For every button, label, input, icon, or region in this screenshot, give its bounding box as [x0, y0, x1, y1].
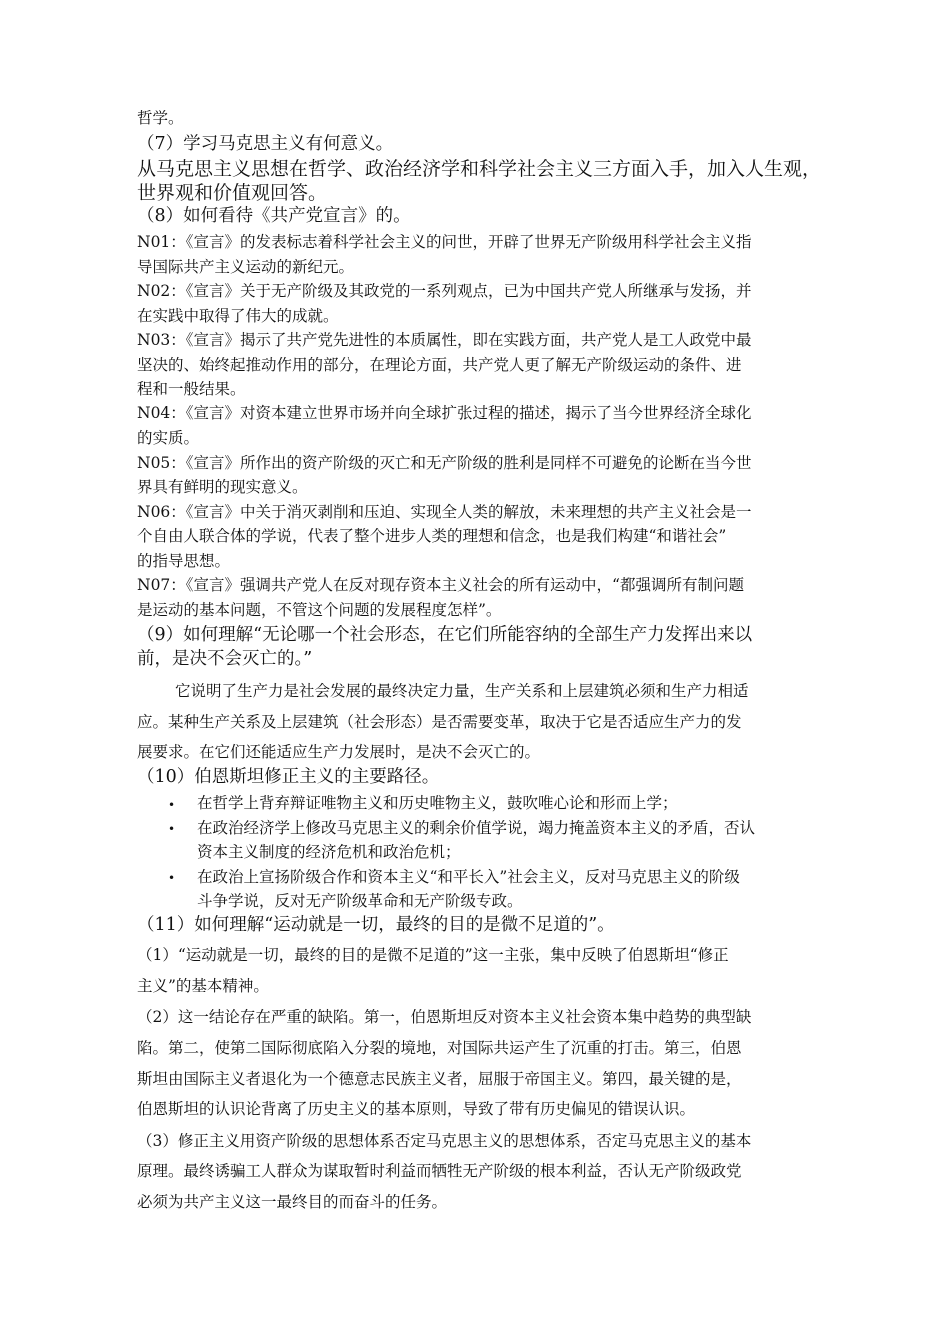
text-line: （1）“运动就是一切，最终的目的是微不足道的”这一主张，集中反映了伯恩斯坦“修正	[137, 946, 729, 964]
text-line: 从马克思主义思想在哲学、政治经济学和科学社会主义三方面入手，加入人生观，	[137, 158, 822, 180]
text-line: N03：《宣言》揭示了共产党先进性的本质属性，即在实践方面，共产党人是工人政党中最	[137, 331, 752, 349]
text-line: N01：《宣言》的发表标志着科学社会主义的问世，开辟了世界无产阶级用科学社会主义指	[137, 233, 752, 251]
text-line: 坚决的、始终起推动作用的部分，在理论方面，共产党人更了解无产阶级运动的条件、进	[137, 356, 742, 374]
text-line: 它说明了生产力是社会发展的最终决定力量，生产关系和上层建筑必须和生产力相适	[175, 682, 749, 700]
question-heading-11: （11）如何理解“运动就是一切，最终的目的是微不足道的”。	[137, 915, 615, 935]
text-line: 是运动的基本问题，不管这个问题的发展程度怎样”。	[137, 601, 502, 619]
text-line: 原理。最终诱骗工人群众为谋取暂时利益而牺牲无产阶级的根本利益，否认无产阶级政党	[137, 1162, 742, 1180]
question-heading-7: （7）学习马克思主义有何意义。	[137, 134, 394, 154]
text-line: 主义”的基本精神。	[137, 977, 269, 995]
text-line: 界具有鲜明的现实意义。	[137, 478, 308, 496]
text-line: 展要求。在它们还能适应生产力发展时，是决不会灭亡的。	[137, 743, 541, 761]
list-item: 在政治上宣扬阶级合作和资本主义“和平长入”社会主义，反对马克思主义的阶级	[197, 868, 740, 886]
bullet-marker: •	[168, 822, 176, 836]
text-line: N02：《宣言》关于无产阶级及其政党的一系列观点，已为中国共产党人所继承与发扬，并	[137, 282, 752, 300]
text-line: （2）这一结论存在严重的缺陷。第一，伯恩斯坦反对资本主义社会资本集中趋势的典型缺	[137, 1008, 752, 1026]
text-line: N04：《宣言》对资本建立世界市场并向全球扩张过程的描述，揭示了当今世界经济全球化	[137, 404, 752, 422]
question-heading-10: （10）伯恩斯坦修正主义的主要路径。	[137, 767, 440, 787]
text-line: 导国际共产主义运动的新纪元。	[137, 258, 355, 276]
text-line: 的实质。	[137, 429, 200, 447]
text-line: N05：《宣言》所作出的资产阶级的灭亡和无产阶级的胜利是同样不可避免的论断在当今世	[137, 454, 752, 472]
text-line: 世界观和价值观回答。	[137, 182, 328, 204]
text-line: 应。某种生产关系及上层建筑（社会形态）是否需要变革，取决于它是否适应生产力的发	[137, 713, 742, 731]
text-line: 前，是决不会灭亡的。”	[137, 649, 313, 669]
bullet-marker: •	[168, 871, 176, 885]
bullet-marker: •	[168, 798, 176, 812]
question-heading-8: （8）如何看待《共产党宣言》的。	[137, 206, 411, 226]
text-line: 斯坦由国际主义者退化为一个德意志民族主义者，屈服于帝国主义。第四，最关键的是，	[137, 1070, 742, 1088]
text-line: 伯恩斯坦的认识论背离了历史主义的基本原则，导致了带有历史偏见的错误认识。	[137, 1100, 696, 1118]
text-line: 哲学。	[137, 109, 184, 127]
list-item: 在政治经济学上修改马克思主义的剩余价值学说，竭力掩盖资本主义的矛盾，否认	[197, 819, 756, 837]
text-line: （3）修正主义用资产阶级的思想体系否定马克思主义的思想体系，否定马克思主义的基本	[137, 1132, 752, 1150]
text-line: 在实践中取得了伟大的成就。	[137, 307, 339, 325]
text-line: 必须为共产主义这一最终目的而奋斗的任务。	[137, 1193, 448, 1211]
text-line: N07：《宣言》强调共产党人在反对现存资本主义社会的所有运动中，“都强调所有制问题	[137, 576, 744, 594]
question-heading-9: （9）如何理解“无论哪一个社会形态，在它们所能容纳的全部生产力发挥出来以	[137, 625, 753, 645]
list-item: 资本主义制度的经济危机和政治危机；	[197, 843, 461, 861]
text-line: 个自由人联合体的学说，代表了整个进步人类的理想和信念，也是我们构建“和谐社会”	[137, 527, 727, 545]
text-line: 的指导思想。	[137, 552, 231, 570]
list-item: 在哲学上背弃辩证唯物主义和历史唯物主义，鼓吹唯心论和形而上学；	[197, 794, 678, 812]
text-line: 程和一般结果。	[137, 380, 246, 398]
list-item: 斗争学说，反对无产阶级革命和无产阶级专政。	[197, 892, 523, 910]
text-line: N06：《宣言》中关于消灭剥削和压迫、实现全人类的解放，未来理想的共产主义社会是一	[137, 503, 752, 521]
text-line: 陷。第二，使第二国际彻底陷入分裂的境地，对国际共运产生了沉重的打击。第三，伯恩	[137, 1039, 742, 1057]
